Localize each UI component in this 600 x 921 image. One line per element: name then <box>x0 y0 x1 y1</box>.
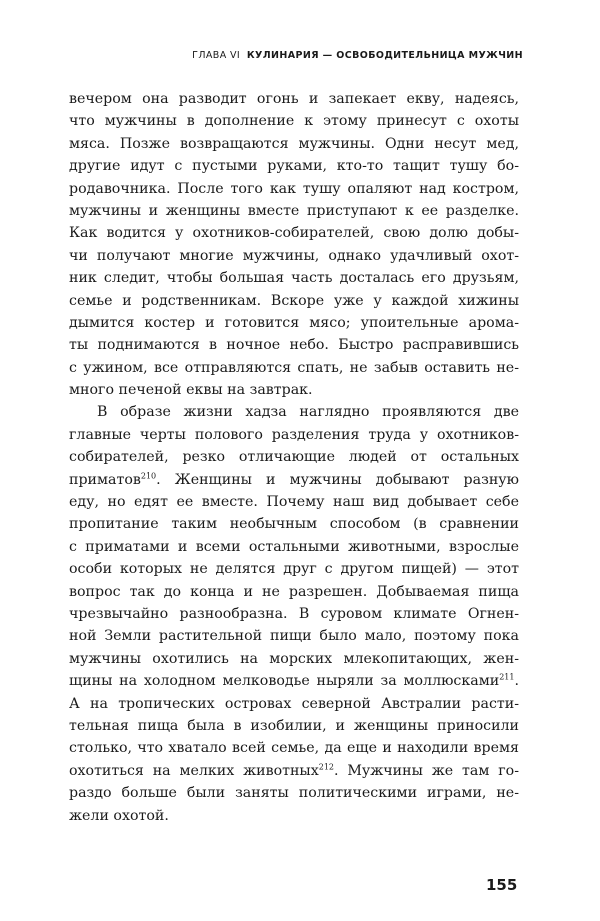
text-line <box>69 155 519 177</box>
text-line <box>69 267 519 289</box>
text-line <box>69 379 519 401</box>
footnote-reference[interactable]: 212 <box>318 761 335 771</box>
text-line-content: с приматами и всеми остальными животными, взрослые <box>69 538 519 555</box>
text-line <box>69 782 519 804</box>
chapter-number: ГЛАВА VI <box>192 50 241 61</box>
text-line-content: другие идут с пустыми руками, кто-то тащит тушу бо- <box>69 158 519 175</box>
text-line-content: что мужчины в дополнение к этому принесут с охоты <box>69 113 519 130</box>
text-line-content: особи которых не делятся друг с другом пищей) — этот <box>69 561 519 578</box>
text-line-content: мужчины и женщины вместе приступают к ее разделке. <box>69 202 519 219</box>
text-line-content: семье и родственникам. Вскоре уже у каждой хижины <box>69 292 519 309</box>
text-line <box>69 603 519 625</box>
text-line-content: ник следит, чтобы большая часть досталась его друзьям, <box>69 270 519 287</box>
page-number: 155 <box>486 876 518 894</box>
text-line-content: с ужином, все отправляются спать, не забыв оставить не- <box>69 359 519 376</box>
text-line <box>69 133 519 155</box>
text-line-content: столько, что хватало всей семье, да еще и находили время <box>69 740 519 757</box>
text-line-content: чи получают многие мужчины, однако удачливый охот- <box>69 247 519 264</box>
text-line <box>69 469 519 491</box>
text-line-continuation: . <box>514 673 519 690</box>
text-line-content: раздо больше были заняты политическими играми, не- <box>69 785 519 802</box>
text-line-content: собирателей, резко отличающие людей от остальных <box>69 449 519 466</box>
text-line-content: охотиться на мелких животных <box>69 762 319 779</box>
text-line-content: жели охотой. <box>69 807 169 824</box>
text-line-content: главные черты полового разделения труда у охотников- <box>69 426 519 443</box>
text-line <box>69 334 519 356</box>
text-line <box>69 424 519 446</box>
text-line <box>69 290 519 312</box>
text-line <box>69 491 519 513</box>
text-line <box>69 737 519 759</box>
text-line-content: много печеной еквы на завтрак. <box>69 382 313 399</box>
text-line <box>69 536 519 558</box>
text-line <box>69 88 519 110</box>
footnote-reference[interactable]: 211 <box>499 672 515 682</box>
text-line <box>69 357 519 379</box>
text-line-content: пропитание таким необычным способом (в сравнении <box>69 516 519 533</box>
text-line <box>69 513 519 535</box>
text-line <box>69 245 519 267</box>
text-line <box>69 670 519 692</box>
text-line <box>69 312 519 334</box>
text-line <box>69 625 519 647</box>
text-line-continuation: . Мужчины же там го- <box>334 762 519 779</box>
text-line-content: А на тропических островах северной Австралии расти- <box>69 695 519 712</box>
text-line-content: щины на холодном мелководье ныряли за моллюсками <box>69 673 500 690</box>
text-line <box>69 446 519 468</box>
text-line <box>69 581 519 603</box>
text-line-content: ной Земли растительной пищи было мало, поэтому пока <box>69 628 519 645</box>
text-line <box>69 110 519 132</box>
text-line-content: вечером она разводит огонь и запекает екву, надеясь, <box>69 91 519 107</box>
text-line <box>69 693 519 715</box>
text-line <box>69 222 519 244</box>
text-line-content: вопрос так до конца и не разрешен. Добываемая пища <box>69 583 519 600</box>
text-line-content: Как водится у охотников-собирателей, свою долю добы- <box>69 225 519 242</box>
text-line <box>69 648 519 670</box>
text-line-content: приматов <box>69 471 141 488</box>
text-line-continuation: . Женщины и мужчины добывают разную <box>156 471 519 488</box>
text-line <box>69 200 519 222</box>
text-line <box>69 558 519 580</box>
text-line-content: мяса. Позже возвращаются мужчины. Одни несут мед, <box>69 135 519 152</box>
text-line <box>69 805 519 827</box>
footnote-reference[interactable]: 210 <box>140 470 157 480</box>
running-header <box>192 50 523 61</box>
text-line-content: мужчины охотились на морских млекопитающих, жен- <box>69 650 519 667</box>
text-line <box>69 760 519 782</box>
text-line-content: дымится костер и готовится мясо; упоительные арома- <box>69 314 519 331</box>
body-text <box>69 88 519 827</box>
text-line-content: еду, но едят ее вместе. Почему наш вид добывает себе <box>69 494 519 511</box>
chapter-title: КУЛИНАРИЯ — ОСВОБОДИТЕЛЬНИЦА МУЖЧИН <box>246 50 523 61</box>
text-line-content: тельная пища была в изобилии, и женщины приносили <box>69 717 519 734</box>
text-line-content: родавочника. После того как тушу опаляют над костром, <box>69 180 519 197</box>
text-line-content: ты поднимаются в ночное небо. Быстро расправившись <box>69 337 519 354</box>
text-line <box>69 178 519 200</box>
text-line <box>69 715 519 737</box>
text-line <box>69 401 519 423</box>
text-line-content: чрезвычайно разнообразна. В суровом климате Огнен- <box>69 605 519 622</box>
text-line-content: В образе жизни хадза наглядно проявляются две <box>97 404 519 421</box>
